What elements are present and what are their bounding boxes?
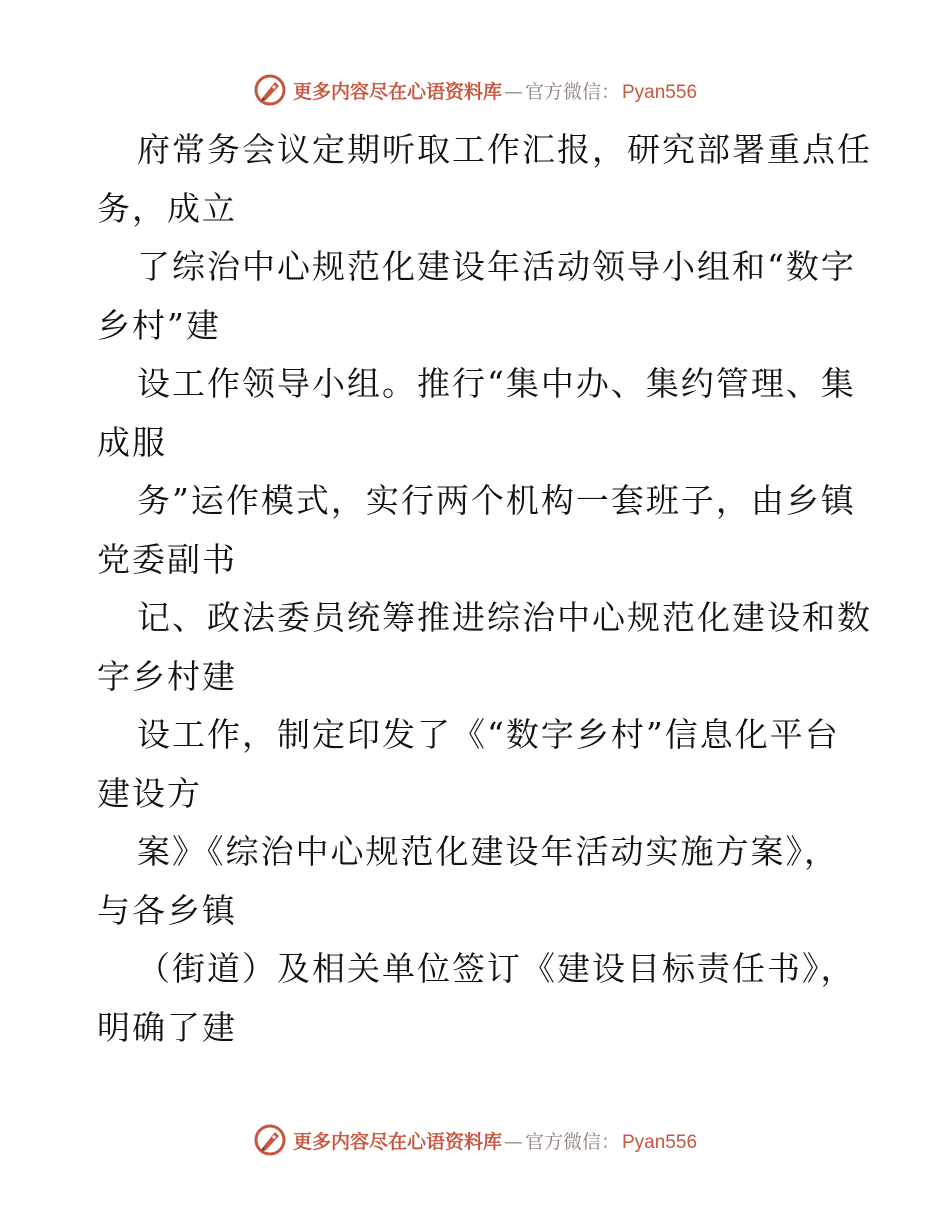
body-line: （街道）及相关单位签订《建设目标责任书》， bbox=[137, 949, 856, 988]
document-body bbox=[97, 121, 872, 1057]
body-line: 务，成立 bbox=[97, 188, 237, 228]
body-line: 记、政法委员统筹推进综治中心规范化建设和数 bbox=[137, 598, 872, 637]
footer-banner-label: 官方微信： bbox=[524, 1130, 620, 1153]
header-banner-label: 官方微信： bbox=[524, 80, 620, 103]
header-banner-wechat-id: Pyan556 bbox=[622, 81, 698, 103]
footer-watermark-banner bbox=[0, 1120, 950, 1160]
header-banner-separator: — bbox=[503, 80, 523, 103]
body-line: 了综治中心规范化建设年活动领导小组和“数字 bbox=[137, 247, 856, 286]
body-line: 设工作，制定印发了《“数字乡村”信息化平台 bbox=[137, 715, 840, 754]
pen-nib-logo-icon bbox=[253, 1123, 287, 1157]
footer-banner-text bbox=[293, 1127, 697, 1154]
footer-banner-wechat-id: Pyan556 bbox=[622, 1131, 698, 1153]
body-line: 明确了建 bbox=[97, 1007, 237, 1047]
body-line: 案》《综治中心规范化建设年活动实施方案》， bbox=[137, 832, 839, 871]
body-line: 与各乡镇 bbox=[97, 890, 237, 930]
body-line: 党委副书 bbox=[97, 539, 237, 579]
body-line: 成服 bbox=[97, 422, 167, 462]
body-line: 府常务会议定期听取工作汇报，研究部署重点任 bbox=[137, 130, 872, 169]
header-watermark-banner bbox=[0, 70, 950, 110]
body-line: 设工作领导小组。推行“集中办、集约管理、集 bbox=[137, 364, 856, 403]
body-line: 乡村”建 bbox=[97, 305, 221, 345]
body-line: 务”运作模式，实行两个机构一套班子，由乡镇 bbox=[137, 481, 856, 520]
footer-banner-separator: — bbox=[503, 1130, 523, 1153]
footer-banner-main: 更多内容尽在心语资料库 bbox=[292, 1130, 502, 1153]
body-line: 建设方 bbox=[97, 773, 202, 813]
pen-nib-logo-icon bbox=[253, 73, 287, 107]
body-line: 字乡村建 bbox=[97, 656, 237, 696]
header-banner-main: 更多内容尽在心语资料库 bbox=[292, 80, 502, 103]
header-banner-text bbox=[293, 77, 697, 104]
